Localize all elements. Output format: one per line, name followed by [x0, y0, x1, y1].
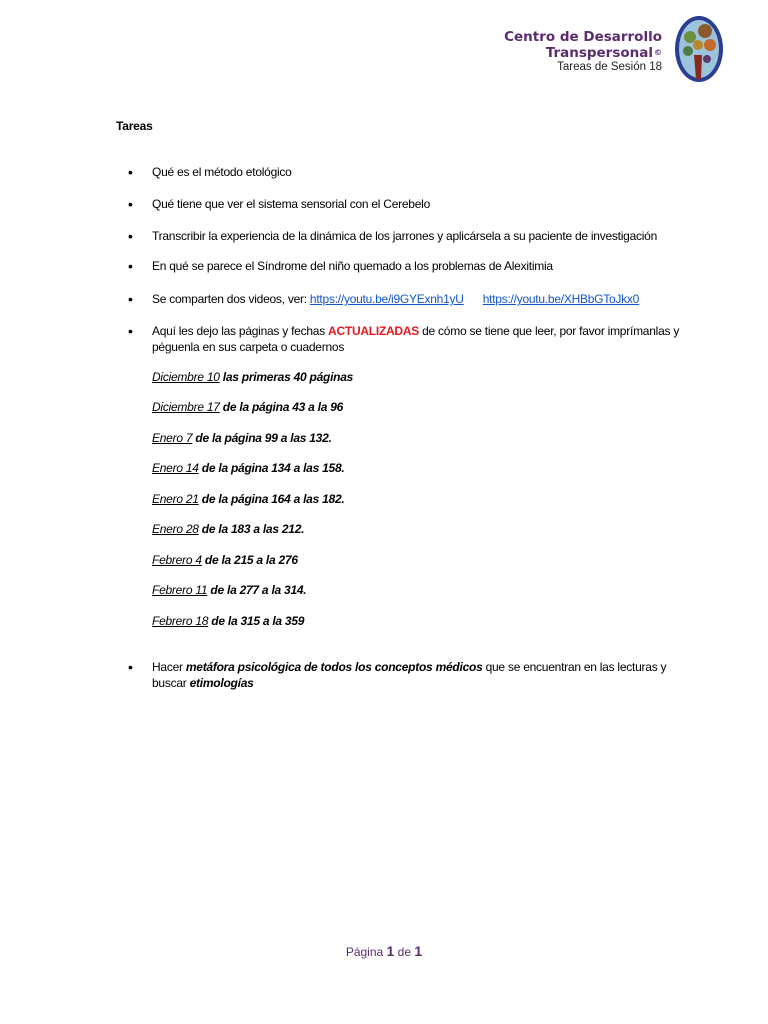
schedule-row [152, 522, 304, 536]
updated-highlight: ACTUALIZADAS [328, 324, 420, 338]
task-text [152, 323, 682, 355]
bullet-icon: • [128, 323, 133, 339]
page-total: 1 [414, 943, 423, 959]
task-text [152, 659, 682, 691]
page-of: de [397, 945, 412, 959]
schedule-row [152, 431, 332, 445]
metaphor-pre: Hacer [152, 660, 186, 674]
bullet-icon: • [128, 196, 133, 212]
task-text: Transcribir la experiencia de la dinámica de los jarrones y aplicársela a su paciente de investigación [152, 229, 658, 243]
schedule-range: de la 277 a la 314. [207, 583, 307, 597]
schedule-date: Diciembre 10 [152, 370, 220, 384]
page-footer [0, 943, 768, 959]
schedule-row [152, 370, 353, 384]
schedule-date: Enero 7 [152, 431, 193, 445]
copyright-mark: © [654, 48, 662, 57]
schedule-date: Febrero 11 [152, 583, 208, 597]
etymology-bold: etimologías [189, 676, 254, 690]
schedule-range: de la página 134 a las 158. [198, 461, 345, 475]
schedule-date: Enero 21 [152, 492, 199, 506]
metaphor-post: que se encuentran en las lecturas y buscar [152, 660, 667, 690]
org-name-line2: Transpersonal [545, 45, 653, 61]
task-text: En qué se parece el Síndrome del niño quemado a los problemas de Alexitimia [152, 259, 553, 273]
schedule-row [152, 461, 344, 475]
page-number: 1 [386, 943, 395, 959]
header-org [504, 29, 662, 61]
schedule-row [152, 492, 344, 506]
schedule-row [152, 614, 304, 628]
page-title: Tareas [116, 119, 153, 133]
schedule-range: de la página 164 a las 182. [198, 492, 345, 506]
pages-instructions: de cómo se tiene que leer, por favor imprímanlas y péguenla en sus carpeta o cuadernos [152, 324, 680, 354]
schedule-date: Diciembre 17 [152, 400, 220, 414]
tree-of-life-logo-icon [674, 15, 724, 83]
schedule-range: de la página 43 a la 96 [219, 400, 344, 414]
schedule-date: Febrero 18 [152, 614, 209, 628]
bullet-icon: • [128, 228, 133, 244]
schedule-date: Enero 14 [152, 461, 199, 475]
schedule-date: Enero 28 [152, 522, 199, 536]
schedule-date: Febrero 4 [152, 553, 202, 567]
videos-label: Se comparten dos videos, ver: [152, 292, 310, 306]
schedule-row [152, 400, 343, 414]
task-text: Qué tiene que ver el sistema sensorial con el Cerebelo [152, 197, 430, 211]
schedule-range: de la página 99 a las 132. [192, 431, 332, 445]
task-text: Qué es el método etológico [152, 165, 292, 179]
schedule-row [152, 553, 298, 567]
schedule-range: de la 183 a las 212. [198, 522, 305, 536]
org-name-line1: Centro de Desarrollo [504, 29, 662, 45]
video-link-2[interactable]: https://youtu.be/XHBbGToJkx0 [482, 292, 640, 306]
bullet-icon: • [128, 258, 133, 274]
video-link-1[interactable]: https://youtu.be/i9GYExnh1yU [309, 292, 464, 306]
pages-intro: Aquí les dejo las páginas y fechas [152, 324, 329, 338]
bullet-icon: • [128, 291, 133, 307]
schedule-range: de la 215 a la 276 [201, 553, 298, 567]
schedule-range: las primeras 40 páginas [219, 370, 354, 384]
metaphor-bold: metáfora psicológica de todos los conceptos médicos [185, 660, 483, 674]
task-text [152, 291, 682, 307]
org-name-line2-wrap [504, 45, 662, 61]
schedule-range: de la 315 a la 359 [208, 614, 305, 628]
page-label: Página [345, 945, 384, 959]
bullet-icon: • [128, 659, 133, 675]
schedule-row [152, 583, 306, 597]
bullet-icon: • [128, 164, 133, 180]
session-title: Tareas de Sesión 18 [557, 61, 662, 71]
